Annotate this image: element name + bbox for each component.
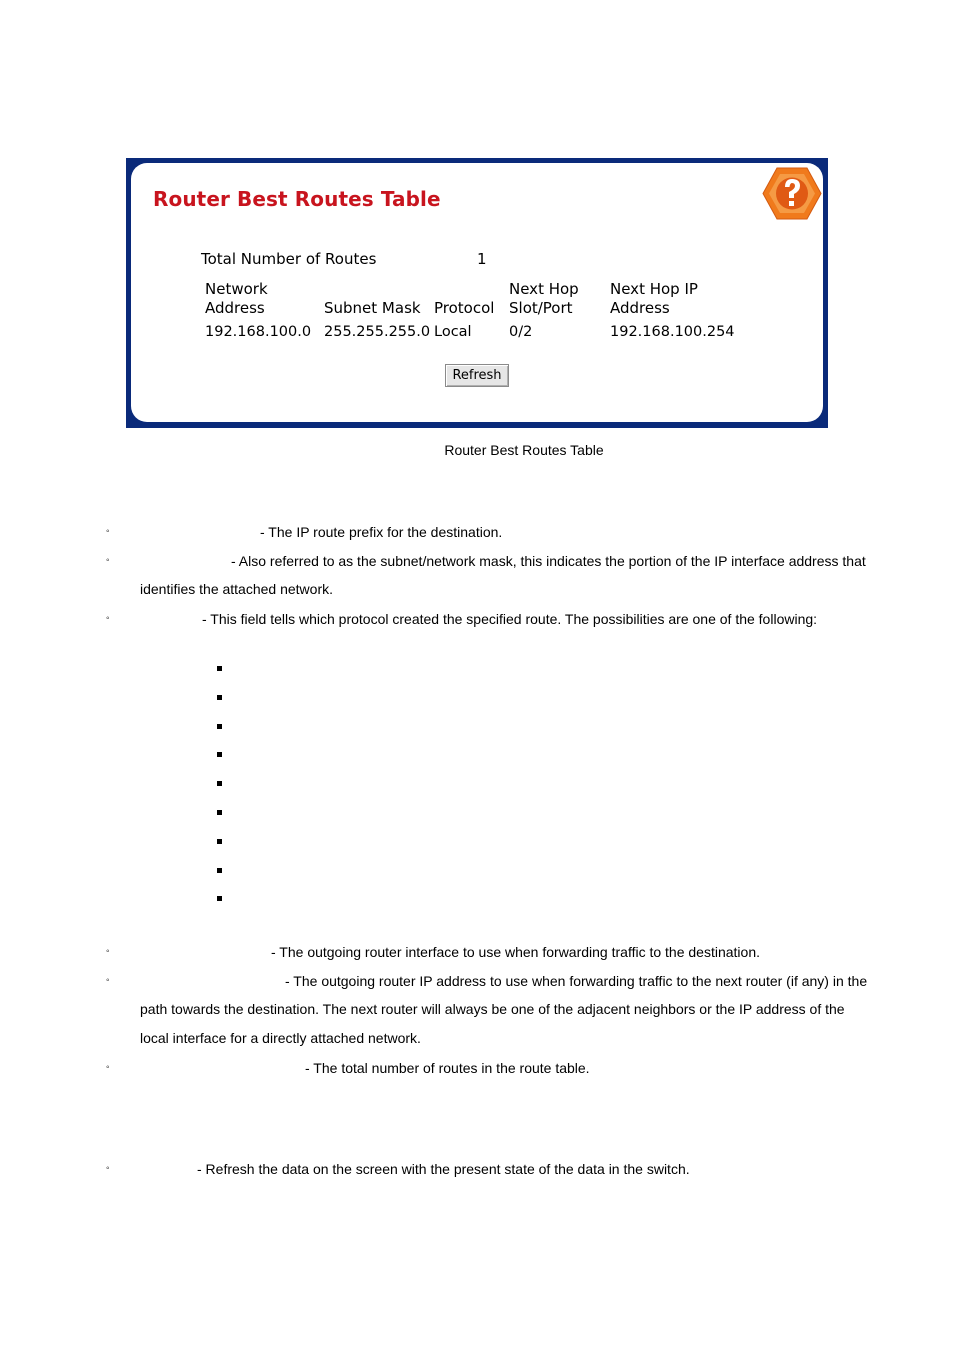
header-subnet-mask: Subnet Mask [324, 299, 421, 317]
bullet-circle-icon: ◦ [106, 555, 110, 566]
bullet-circle-icon: ◦ [106, 526, 110, 537]
cell-network-address: 192.168.100.0 [205, 324, 312, 340]
header-protocol: Protocol [434, 299, 495, 317]
square-bullet-icon [217, 839, 222, 844]
bullet-circle-icon: ◦ [106, 1062, 110, 1073]
square-bullet-icon [217, 781, 222, 786]
square-bullet-icon [217, 666, 222, 671]
square-bullet-icon [217, 752, 222, 757]
bullet-circle-icon: ◦ [106, 1163, 110, 1174]
bullet-circle-icon: ◦ [106, 946, 110, 957]
square-bullet-icon [217, 868, 222, 873]
cell-protocol: Local [434, 324, 472, 340]
desc-next-hop-ip-cont2: local interface for a directly attached network. [140, 1030, 421, 1046]
header-next-hop-slot-port: Next Hop [509, 280, 579, 298]
refresh-button[interactable]: Refresh [445, 364, 509, 387]
cell-slot-port: 0/2 [509, 324, 533, 340]
header-next-hop-slot-port-line2: Slot/Port [509, 299, 573, 317]
question-hexagon-icon[interactable] [762, 166, 822, 221]
header-next-hop-ip: Next Hop IP [610, 280, 698, 298]
desc-next-hop-ip-cont: path towards the destination. The next router will always be one of the adjacent neighbors or the IP address of the [140, 1001, 845, 1017]
figure-caption: Router Best Routes Table [444, 442, 604, 458]
bullet-circle-icon: ◦ [106, 613, 110, 624]
router-best-routes-panel [126, 158, 828, 428]
square-bullet-icon [217, 810, 222, 815]
panel-content [131, 163, 823, 422]
square-bullet-icon [217, 724, 222, 729]
header-network-address-line2: Address [205, 299, 265, 317]
total-routes-label: Total Number of Routes [201, 250, 377, 268]
cell-subnet-mask: 255.255.255.0 [324, 324, 431, 340]
square-bullet-icon [217, 896, 222, 901]
total-routes-value: 1 [477, 250, 487, 268]
desc-subnet-mask-cont: identifies the attached network. [140, 581, 334, 597]
cell-next-hop-ip: 192.168.100.254 [610, 324, 735, 340]
header-next-hop-ip-line2: Address [610, 299, 670, 317]
square-bullet-icon [217, 695, 222, 700]
header-network-address: Network [205, 280, 268, 298]
bullet-circle-icon: ◦ [106, 975, 110, 986]
panel-title: Router Best Routes Table [153, 187, 441, 211]
